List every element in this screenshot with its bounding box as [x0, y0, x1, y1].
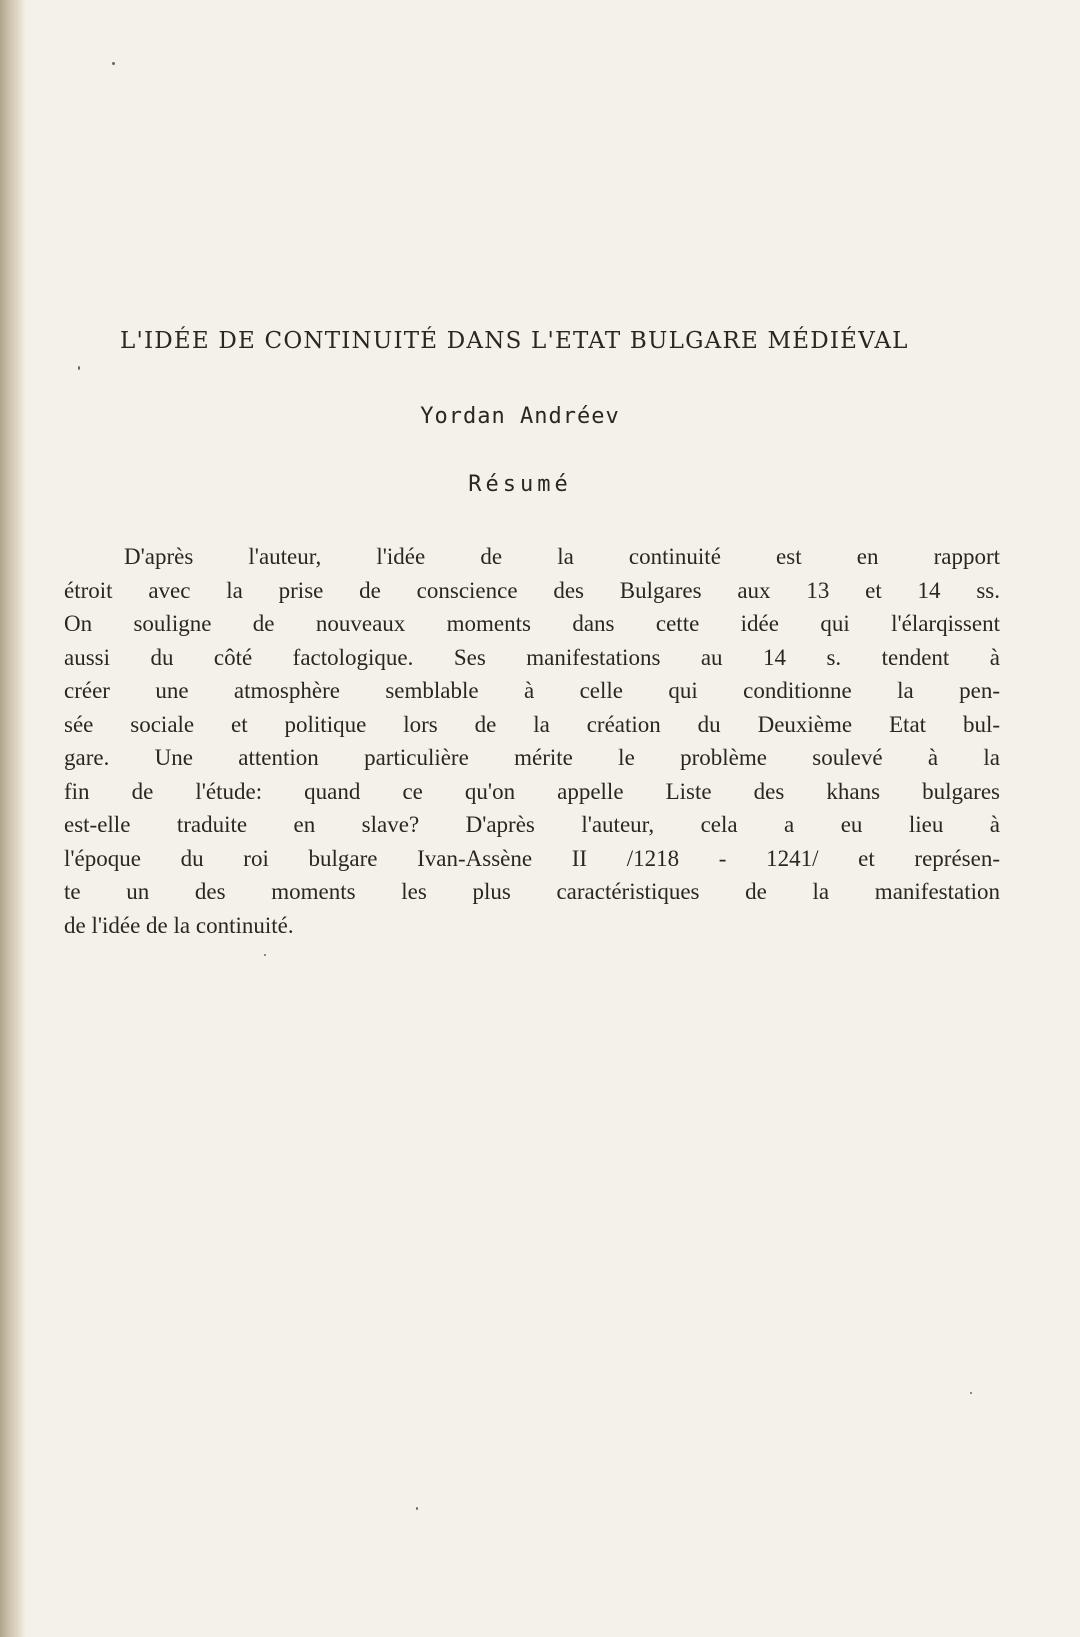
dust-speck — [112, 62, 115, 65]
dust-speck — [970, 1392, 972, 1394]
abstract-line: créer une atmosphère semblable à celle qui conditionne la pen- — [64, 678, 1000, 703]
abstract-line: D'après l'auteur, l'idée de la continuité est en rapport — [124, 544, 1000, 569]
dust-speck — [78, 366, 80, 370]
binding-shadow — [0, 0, 26, 1637]
abstract-line: étroit avec la prise de conscience des Bulgares aux 13 et 14 ss. — [64, 577, 1000, 603]
dust-speck — [416, 1507, 418, 1510]
abstract-line: de l'idée de la continuité. — [64, 912, 294, 938]
abstract-line: gare. Une attention particulière mérite le problème soulevé à la — [64, 745, 1000, 770]
abstract-line: On souligne de nouveaux moments dans cette idée qui l'élarqissent — [64, 611, 1000, 636]
abstract-line: l'époque du roi bulgare Ivan-Assène II /1218 - 1241/ et représen- — [64, 845, 1000, 871]
abstract-paragraph — [64, 540, 1000, 942]
abstract-line: te un des moments les plus caractéristiques de la manifestation — [64, 879, 1000, 904]
abstract-line: est-elle traduite en slave? D'après l'auteur, cela a eu lieu à — [64, 812, 1000, 837]
dust-speck — [264, 954, 266, 956]
abstract-line: fin de l'étude: quand ce qu'on appelle Liste des khans bulgares — [64, 778, 1000, 804]
section-heading: Résumé — [468, 472, 572, 497]
author-name: Yordan Andréev — [420, 404, 620, 429]
document-title: L'IDÉE DE CONTINUITÉ DANS L'ETAT BULGARE MÉDIÉVAL — [120, 328, 909, 354]
abstract-line: sée sociale et politique lors de la création du Deuxième Etat bul- — [64, 711, 1000, 737]
abstract-line: aussi du côté factologique. Ses manifestations au 14 s. tendent à — [64, 644, 1000, 670]
